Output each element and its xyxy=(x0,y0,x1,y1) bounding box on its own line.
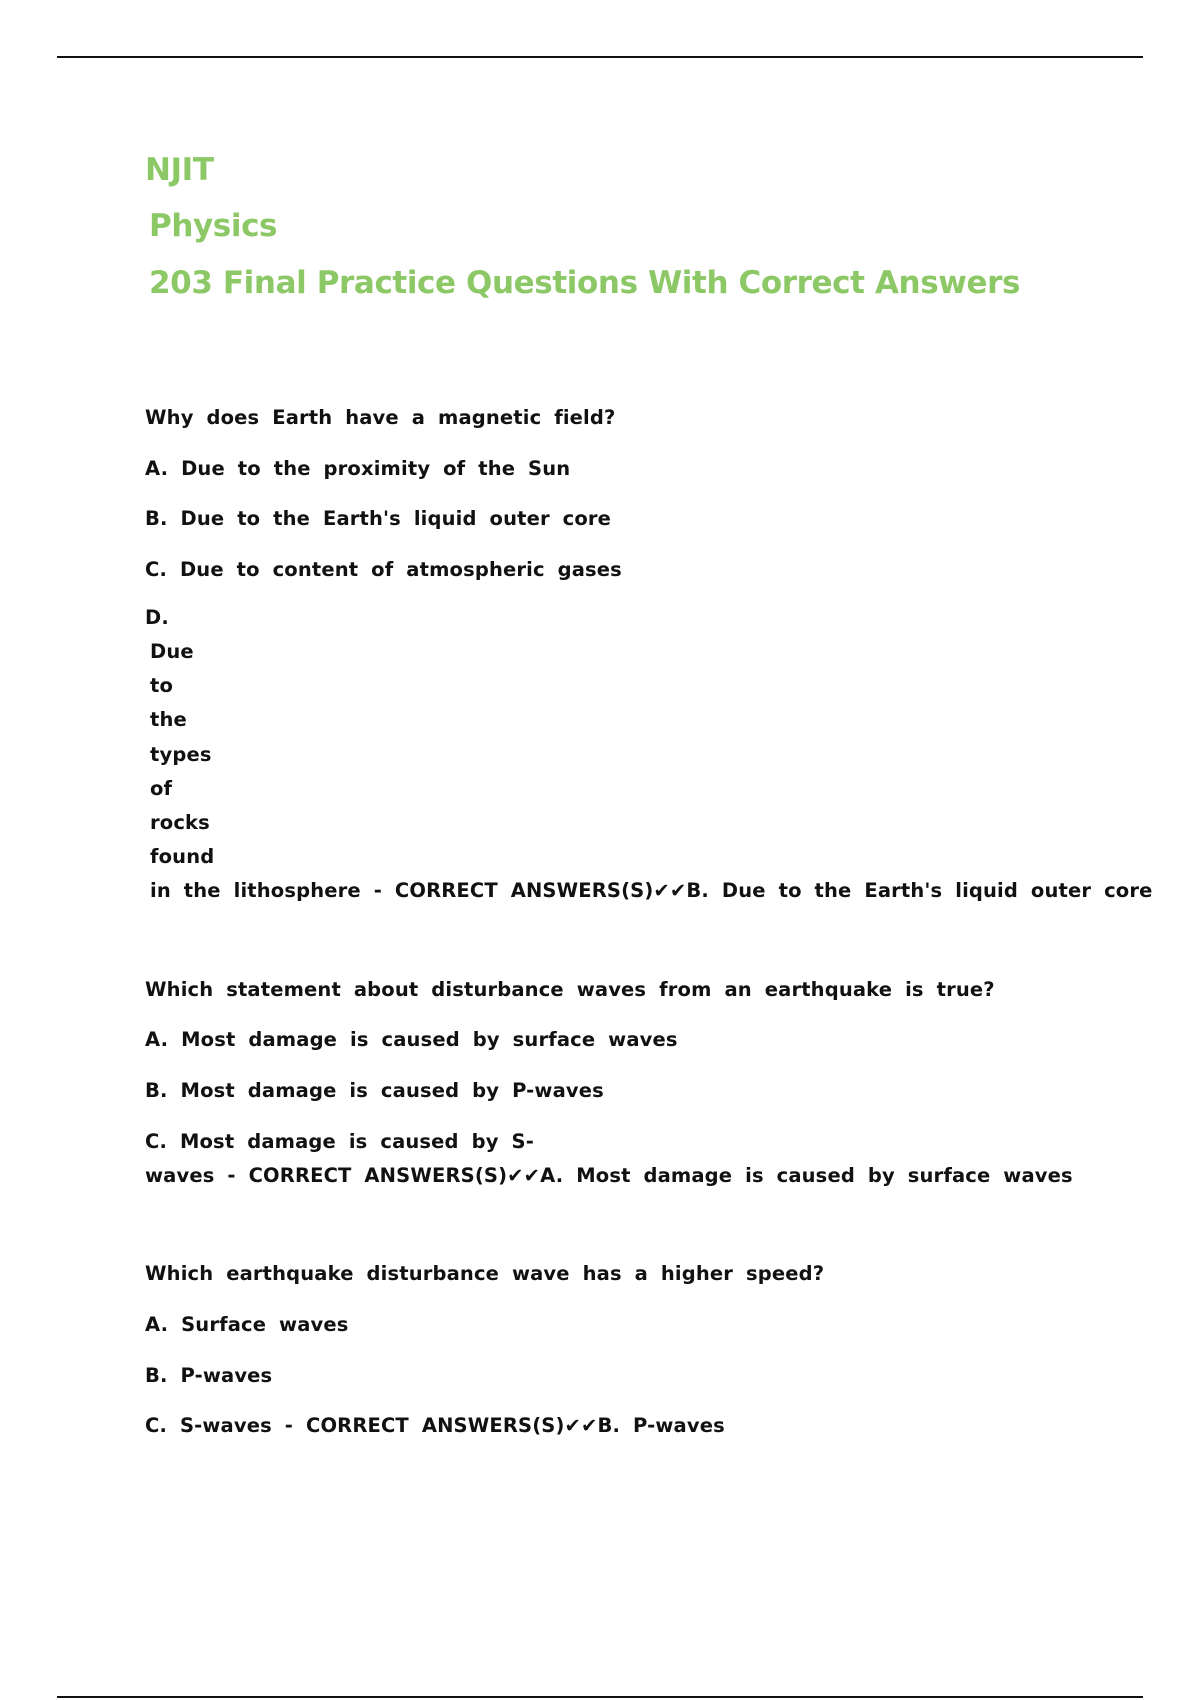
footer-rule xyxy=(57,1696,1143,1698)
header-rule xyxy=(57,56,1143,58)
q2-question: Which statement about disturbance waves from an earthquake is true? xyxy=(145,978,995,1001)
q1-option-d-word: to xyxy=(150,674,174,697)
q3-option-a: A. Surface waves xyxy=(145,1313,349,1336)
q2-option-c: C. Most damage is caused by S- xyxy=(145,1130,534,1153)
q3-question: Which earthquake disturbance wave has a higher speed? xyxy=(145,1262,825,1285)
title-line-physics: Physics xyxy=(149,208,278,244)
q1-option-d-word: types xyxy=(150,743,212,766)
q1-question: Why does Earth have a magnetic field? xyxy=(145,406,616,429)
q3-option-b: B. P-waves xyxy=(145,1364,273,1387)
q1-option-c: C. Due to content of atmospheric gases xyxy=(145,558,622,581)
q1-answer-line: in the lithosphere - CORRECT ANSWERS(S)✔✔B. Due to the Earth's liquid outer core xyxy=(150,879,1153,902)
title-line-course-heading: 203 Final Practice Questions With Correct Answers xyxy=(149,265,1021,301)
q1-option-d-word: rocks xyxy=(150,811,210,834)
q1-option-b: B. Due to the Earth's liquid outer core xyxy=(145,507,612,530)
q3-answer-line: C. S-waves - CORRECT ANSWERS(S)✔✔B. P-waves xyxy=(145,1414,725,1437)
q1-option-d-word: Due xyxy=(150,640,194,663)
q2-answer-line: waves - CORRECT ANSWERS(S)✔✔A. Most damage is caused by surface waves xyxy=(145,1164,1073,1187)
q1-option-a: A. Due to the proximity of the Sun xyxy=(145,457,571,480)
q1-option-d-word: of xyxy=(150,777,173,800)
title-line-njit: NJIT xyxy=(145,152,214,188)
q2-option-b: B. Most damage is caused by P-waves xyxy=(145,1079,604,1102)
q1-option-d-word: found xyxy=(150,845,215,868)
q2-option-a: A. Most damage is caused by surface waves xyxy=(145,1028,678,1051)
q1-option-d-word: D. xyxy=(145,606,169,629)
q1-option-d-word: the xyxy=(150,708,187,731)
